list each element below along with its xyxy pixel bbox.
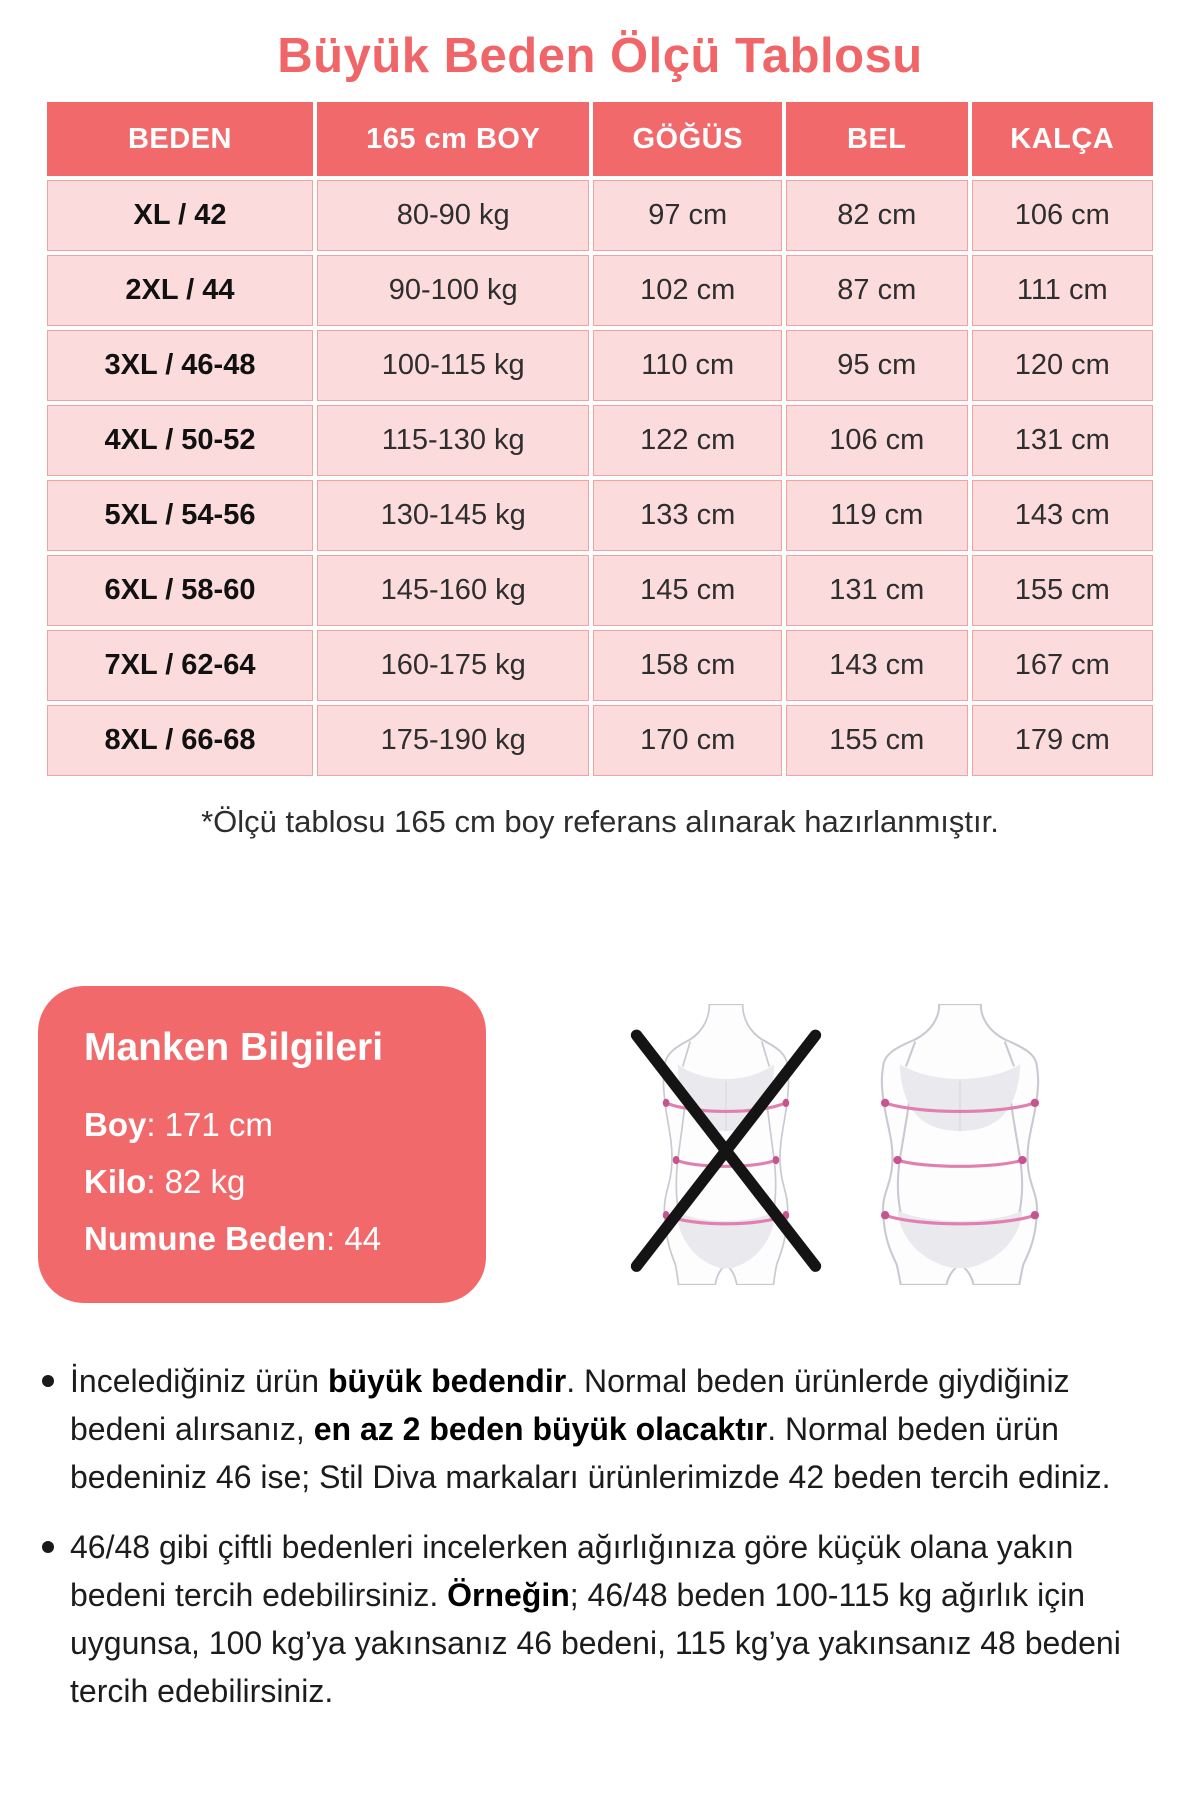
note-text: 46/48 gibi çiftli bedenleri incelerken ağırlığınıza göre küçük olana yakın bedeni tercih edebilirsiniz. Örneğin; 46/48 beden 100-115 kg ağırlık için uygunsa, 100 kg’ya yakınsanız 46 bedeni, 115 kg’ya yakınsanız 48 bedeni tercih edebilirsiniz. <box>70 1529 1121 1709</box>
model-info-lines <box>84 1096 446 1267</box>
size-cell: XL / 42 <box>47 180 313 251</box>
column-header: BEDEN <box>47 102 313 176</box>
size-table-body <box>47 180 1153 776</box>
model-info-card <box>38 986 486 1303</box>
table-row <box>47 630 1153 701</box>
note-item <box>36 1357 1136 1501</box>
table-footnote: *Ölçü tablosu 165 cm boy referans alınarak hazırlanmıştır. <box>201 804 999 839</box>
measurement-cell: 106 cm <box>786 405 967 476</box>
size-cell: 5XL / 54-56 <box>47 480 313 551</box>
measurement-cell: 82 cm <box>786 180 967 251</box>
size-table-header-row <box>47 102 1153 176</box>
bullet-dot <box>42 1375 54 1387</box>
size-cell: 4XL / 50-52 <box>47 405 313 476</box>
column-header: KALÇA <box>972 102 1154 176</box>
measurement-cell: 133 cm <box>593 480 782 551</box>
measurement-cell: 100-115 kg <box>317 330 590 401</box>
measurement-cell: 106 cm <box>972 180 1154 251</box>
measurement-cell: 110 cm <box>593 330 782 401</box>
column-header: 165 cm BOY <box>317 102 590 176</box>
measurement-figures <box>486 1004 1140 1285</box>
measurement-cell: 145 cm <box>593 555 782 626</box>
note-item <box>36 1523 1136 1715</box>
measurement-cell: 175-190 kg <box>317 705 590 776</box>
measurement-cell: 87 cm <box>786 255 967 326</box>
size-cell: 2XL / 44 <box>47 255 313 326</box>
measurement-cell: 155 cm <box>786 705 967 776</box>
info-notes <box>36 1357 1136 1715</box>
size-cell: 6XL / 58-60 <box>47 555 313 626</box>
model-info-line: Kilo: 82 kg <box>84 1163 246 1200</box>
column-header: BEL <box>786 102 967 176</box>
model-info-line: Numune Beden: 44 <box>84 1220 382 1257</box>
table-row <box>47 705 1153 776</box>
measurement-cell: 143 cm <box>972 480 1154 551</box>
measurement-cell: 119 cm <box>786 480 967 551</box>
size-cell: 3XL / 46-48 <box>47 330 313 401</box>
model-info-title: Manken Bilgileri <box>84 1026 384 1069</box>
measurement-cell: 143 cm <box>786 630 967 701</box>
measurement-cell: 120 cm <box>972 330 1154 401</box>
measurement-cell: 160-175 kg <box>317 630 590 701</box>
size-cell: 7XL / 62-64 <box>47 630 313 701</box>
measurement-cell: 170 cm <box>593 705 782 776</box>
measurement-cell: 115-130 kg <box>317 405 590 476</box>
measurement-cell: 80-90 kg <box>317 180 590 251</box>
measurement-cell: 131 cm <box>786 555 967 626</box>
model-info-section <box>38 986 1140 1303</box>
crossed-out-slim-figure-icon <box>622 1004 830 1285</box>
table-row <box>47 180 1153 251</box>
column-header: GÖĞÜS <box>593 102 782 176</box>
table-row <box>47 330 1153 401</box>
measurement-cell: 90-100 kg <box>317 255 590 326</box>
measurement-cell: 122 cm <box>593 405 782 476</box>
measurement-cell: 102 cm <box>593 255 782 326</box>
table-row <box>47 405 1153 476</box>
measurement-cell: 145-160 kg <box>317 555 590 626</box>
measurement-cell: 158 cm <box>593 630 782 701</box>
plus-size-measurement-figure-icon <box>856 1004 1064 1285</box>
size-cell: 8XL / 66-68 <box>47 705 313 776</box>
measurement-cell: 131 cm <box>972 405 1154 476</box>
note-text: İncelediğiniz ürün büyük bedendir. Normal beden ürünlerde giydiğiniz bedeni alırsanız, en az 2 beden büyük olacaktır. Normal beden ürün bedeniniz 46 ise; Stil Diva markaları ürünlerimizde 42 beden tercih ediniz. <box>70 1363 1111 1495</box>
table-row <box>47 255 1153 326</box>
bullet-dot <box>42 1541 54 1553</box>
table-row <box>47 480 1153 551</box>
measurement-cell: 97 cm <box>593 180 782 251</box>
measurement-cell: 130-145 kg <box>317 480 590 551</box>
measurement-cell: 111 cm <box>972 255 1154 326</box>
model-info-line: Boy: 171 cm <box>84 1106 273 1143</box>
page-title: Büyük Beden Ölçü Tablosu <box>277 29 923 83</box>
measurement-cell: 167 cm <box>972 630 1154 701</box>
size-table <box>43 98 1157 780</box>
table-row <box>47 555 1153 626</box>
measurement-cell: 155 cm <box>972 555 1154 626</box>
measurement-cell: 179 cm <box>972 705 1154 776</box>
measurement-cell: 95 cm <box>786 330 967 401</box>
